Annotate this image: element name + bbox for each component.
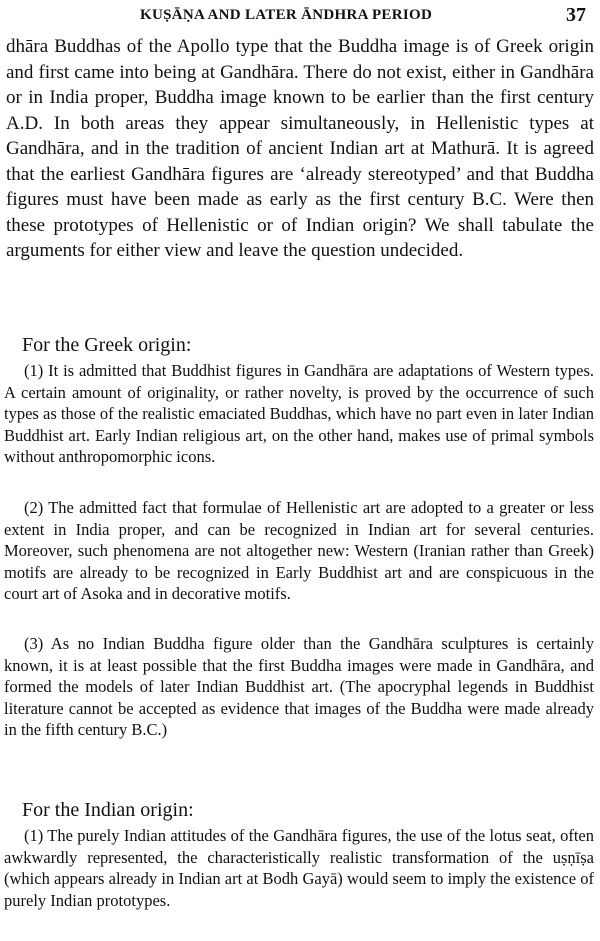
greek-argument-3-text: (3) As no Indian Buddha figure older than the Gandhāra sculptures is certainly known, it is at least possible that the first Buddha images were made in Gandhāra, and formed the models of later Indian Buddhist art. (The apocryphal legends in Buddhist literature cannot be accepted as evidence that images of the Buddha were made already in the fifth century B.C.)	[4, 634, 594, 740]
indian-argument-1	[4, 825, 594, 911]
greek-argument-3	[4, 633, 594, 741]
indian-argument-1-text: (1) The purely Indian attitudes of the Gandhāra figures, the use of the lotus seat, often awkwardly represented, the characteristically realistic transformation of the uṣṇīṣa (which appears already in Indian art at Bodh Gayā) would seem to imply the existence of purely Indian prototypes.	[4, 826, 594, 910]
page-header	[0, 4, 600, 30]
running-head: KUṢĀṆA AND LATER ĀNDHRA PERIOD	[140, 7, 433, 23]
page-number: 37	[566, 4, 586, 26]
opening-paragraph-text: dhāra Buddhas of the Apollo type that the Buddha image is of Greek origin and first came into being at Gandhāra. There do not exist, either in Gandhāra or in India proper, Buddha image known to be earlier than the first century A.D. In both areas they appear simultaneously, in Hellenistic types at Gandhāra, and in the tradition of ancient Indian art at Mathurā. It is agreed that the earliest Gandhāra figures are ‘already stereotyped’ and that Buddha figures must have been made as early as the first century B.C. Were then these prototypes of Hellenistic or of Indian origin? We shall tabulate the arguments for either view and leave the question undecided.	[6, 36, 594, 261]
opening-paragraph	[6, 34, 594, 264]
greek-argument-2	[4, 497, 594, 605]
greek-origin-heading: For the Greek origin:	[22, 334, 192, 356]
greek-argument-2-text: (2) The admitted fact that formulae of Hellenistic art are adopted to a greater or less extent in India proper, and can be recognized in Indian art for several centuries. Moreover, such phenomena are not altogether new: Western (Iranian rather than Greek) motifs are already to be recognized in Early Buddhist art and are conspicuous in the court art of Asoka and in decorative motifs.	[4, 498, 594, 604]
greek-argument-1	[4, 360, 594, 468]
greek-argument-1-text: (1) It is admitted that Buddhist figures in Gandhāra are adaptations of Western types. A certain amount of originality, or rather novelty, is proved by the occurrence of such types as those of the realistic emaciated Buddhas, which have no part even in later Indian Buddhist art. Early Indian religious art, on the other hand, makes use of primal symbols without anthropomorphic icons.	[4, 361, 594, 467]
indian-origin-heading: For the Indian origin:	[22, 799, 194, 821]
